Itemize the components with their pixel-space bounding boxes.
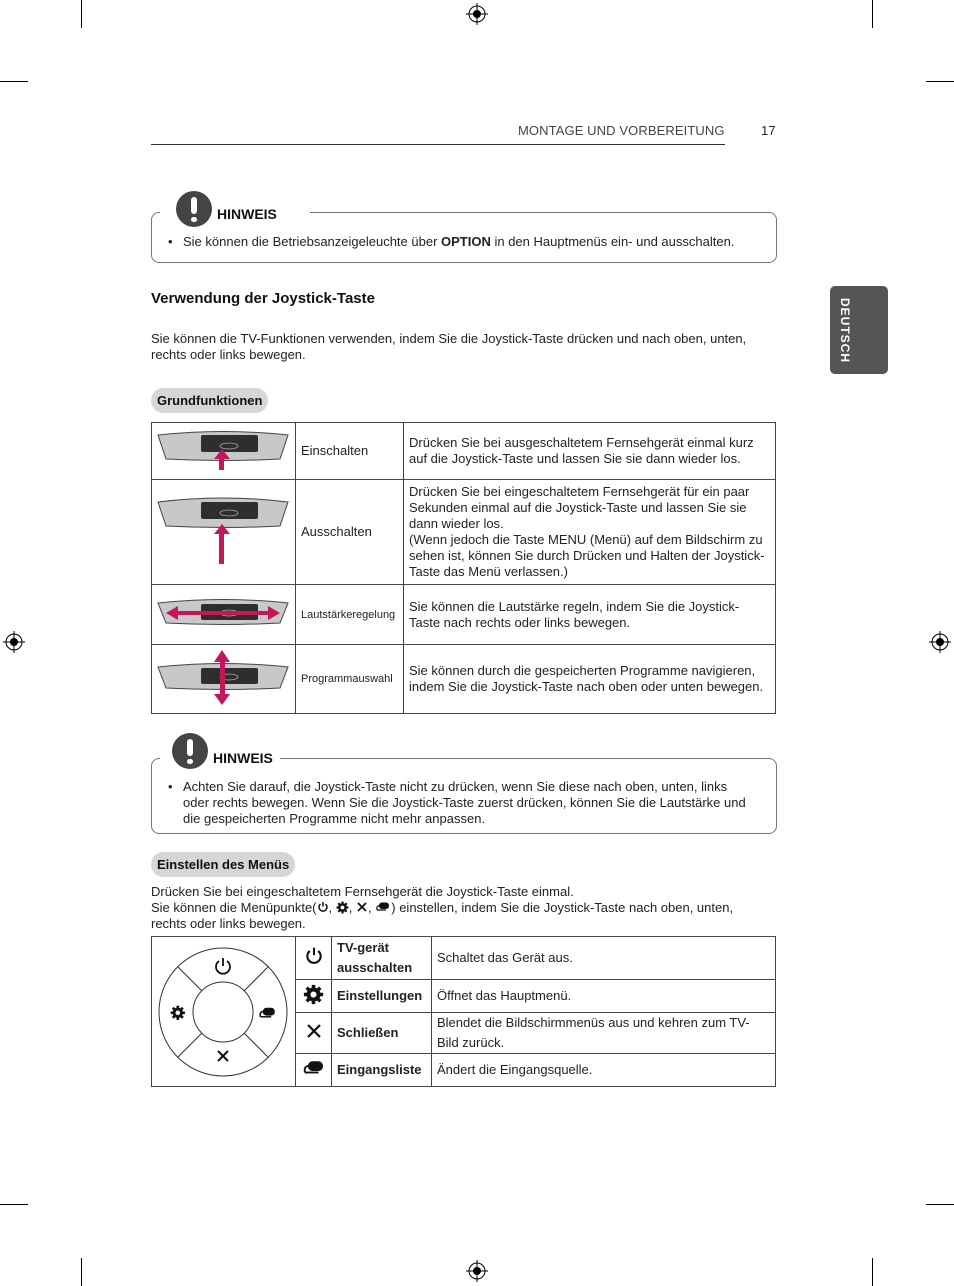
table-row bbox=[152, 937, 776, 980]
table-row bbox=[152, 645, 776, 714]
menu-icon-cell bbox=[296, 937, 332, 980]
joystick-channel-image bbox=[152, 645, 296, 714]
registration-mark bbox=[466, 3, 488, 25]
language-tab-label: DEUTSCH bbox=[838, 298, 852, 364]
settings-icon bbox=[303, 984, 324, 1005]
section-header: MONTAGE UND VORBEREITUNG bbox=[518, 123, 725, 138]
joystick-illustration bbox=[152, 423, 295, 475]
section-intro: Sie können die TV-Funktionen verwenden, indem Sie die Joystick-Taste drücken und nach oben, unten, rechts oder links bewegen. bbox=[151, 331, 747, 362]
input-icon bbox=[375, 901, 391, 913]
menu-settings-label: Einstellen des Menüs bbox=[151, 852, 295, 877]
registration-mark bbox=[466, 1260, 488, 1282]
note-warning-icon bbox=[176, 191, 212, 227]
note-title: HINWEIS bbox=[209, 750, 277, 766]
note-text: Achten Sie darauf, die Joystick-Taste nicht zu drücken, wenn Sie diese nach oben, unten, links oder rechts bewegen. Wenn Sie die Joystick-Taste zuerst drücken, können Sie die Lautstärke und die gespeicherten Programme nicht mehr anpassen. bbox=[183, 779, 746, 826]
close-icon bbox=[305, 1022, 323, 1040]
close-icon bbox=[356, 901, 368, 913]
basic-functions-label: Grundfunktionen bbox=[151, 388, 268, 413]
menu-icon-cell bbox=[296, 1013, 332, 1054]
registration-mark bbox=[3, 631, 25, 653]
note-text: Sie können die Betriebsanzeigeleuchte über OPTION in den Hauptmenüs ein- und ausschalten. bbox=[183, 234, 735, 249]
joystick-volume-image bbox=[152, 585, 296, 645]
power-icon bbox=[304, 946, 324, 966]
function-description: Drücken Sie bei ausgeschaltetem Fernsehgerät einmal kurz auf die Joystick-Taste und lassen Sie sie dann wieder los. bbox=[404, 423, 776, 480]
menu-item-name: Eingangsliste bbox=[332, 1054, 432, 1087]
header-rule bbox=[151, 144, 725, 145]
input-icon bbox=[302, 1059, 326, 1077]
joystick-hold-image bbox=[152, 480, 296, 585]
crop-mark bbox=[81, 1258, 82, 1286]
menu-item-description: Öffnet das Hauptmenü. bbox=[432, 980, 776, 1013]
function-description: Sie können die Lautstärke regeln, indem Sie die Joystick- Taste nach rechts oder links bewegen. bbox=[404, 585, 776, 645]
crop-mark bbox=[0, 1204, 28, 1205]
note-bullet: • bbox=[168, 234, 173, 249]
table-row bbox=[152, 480, 776, 585]
table-row bbox=[152, 585, 776, 645]
menu-item-name: Schließen bbox=[332, 1013, 432, 1054]
function-name: Einschalten bbox=[296, 423, 404, 480]
note-warning-icon bbox=[172, 733, 208, 769]
power-icon bbox=[317, 901, 329, 913]
menu-icon-cell bbox=[296, 1054, 332, 1087]
note-bullet: • bbox=[168, 779, 173, 794]
joystick-menu-wheel bbox=[152, 938, 295, 1082]
menu-item-description: Schaltet das Gerät aus. bbox=[432, 937, 776, 980]
joystick-illustration bbox=[152, 480, 295, 580]
menu-intro: Drücken Sie bei eingeschaltetem Fernsehgerät die Joystick-Taste einmal. Sie können die Menüpunkte( , , , ) einstellen, indem Sie die Joystick-Taste nach oben, unten, rechts oder links bewegen. bbox=[151, 884, 734, 931]
joystick-press-image bbox=[152, 423, 296, 480]
function-name: Lautstärkeregelung bbox=[296, 585, 404, 645]
joystick-table bbox=[151, 422, 776, 714]
joystick-illustration bbox=[152, 585, 295, 640]
crop-mark bbox=[872, 1258, 873, 1286]
menu-item-description: Ändert die Eingangsquelle. bbox=[432, 1054, 776, 1087]
settings-icon bbox=[336, 901, 349, 914]
menu-icon-cell bbox=[296, 980, 332, 1013]
function-name: Ausschalten bbox=[296, 480, 404, 585]
function-description: Drücken Sie bei eingeschaltetem Fernsehgerät für ein paar Sekunden einmal auf die Joystick-Taste und lassen Sie sie dann wieder los. (Wenn jedoch die Taste MENU (Menü) auf dem Bildschirm zu sehen ist, können Sie durch Drücken und Halten der Joystick- Taste das Menü verlassen.) bbox=[404, 480, 776, 585]
table-row bbox=[152, 423, 776, 480]
settings-icon bbox=[171, 1005, 185, 1019]
menu-item-name: TV-gerät ausschalten bbox=[332, 937, 432, 980]
registration-mark bbox=[929, 631, 951, 653]
note-title: HINWEIS bbox=[213, 206, 281, 222]
function-name: Programmauswahl bbox=[296, 645, 404, 714]
crop-mark bbox=[81, 0, 82, 28]
page-number: 17 bbox=[761, 123, 776, 138]
menu-item-name: Einstellungen bbox=[332, 980, 432, 1013]
crop-mark bbox=[926, 1204, 954, 1205]
menu-table bbox=[151, 936, 776, 1087]
crop-mark bbox=[872, 0, 873, 28]
crop-mark bbox=[0, 81, 28, 82]
joystick-illustration bbox=[152, 645, 295, 709]
function-description: Sie können durch die gespeicherten Programme navigieren, indem Sie die Joystick-Taste nach oben oder unten bewegen. bbox=[404, 645, 776, 714]
section-heading: Verwendung der Joystick-Taste bbox=[151, 290, 375, 307]
menu-item-description: Blendet die Bildschirmmenüs aus und kehren zum TV- Bild zurück. bbox=[432, 1013, 776, 1054]
crop-mark bbox=[926, 81, 954, 82]
joystick-menu-diagram bbox=[152, 937, 296, 1087]
option-keyword: OPTION bbox=[441, 234, 491, 249]
language-tab[interactable] bbox=[830, 286, 888, 374]
